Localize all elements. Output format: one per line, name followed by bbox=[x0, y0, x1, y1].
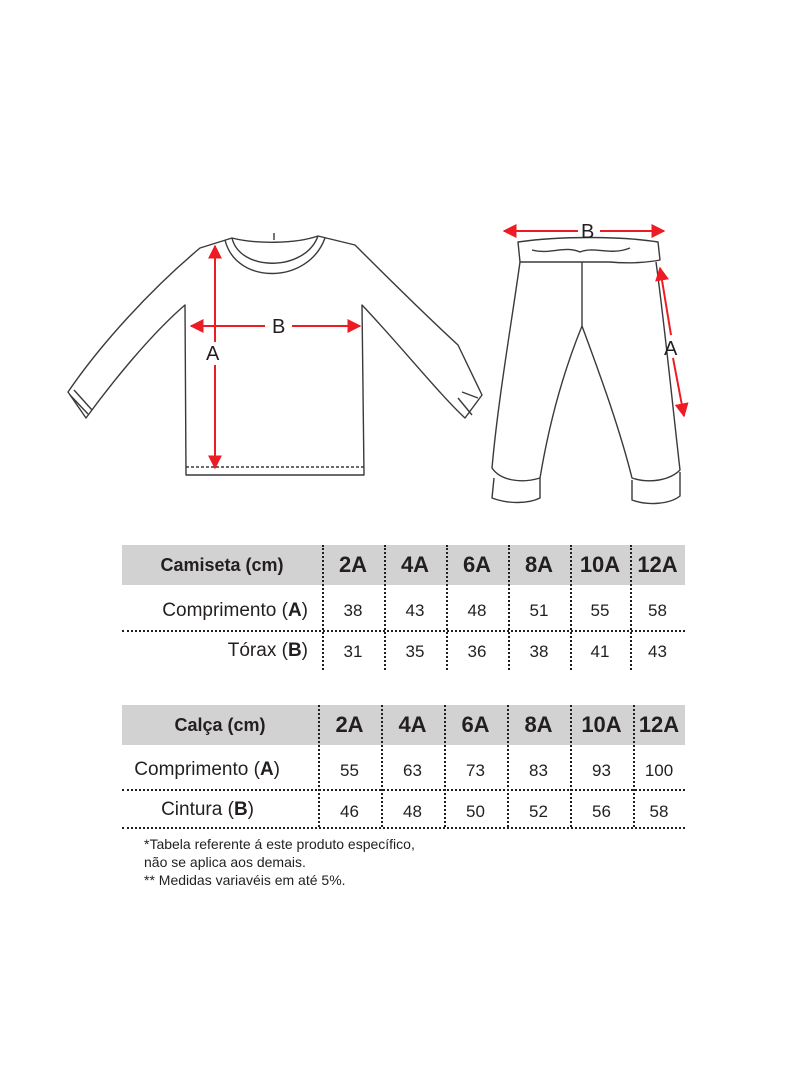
size-header: 4A bbox=[400, 552, 430, 577]
table-cell: 38 bbox=[343, 601, 363, 620]
table-cell: 51 bbox=[529, 601, 549, 620]
column-divider bbox=[507, 705, 509, 827]
size-header: 12A bbox=[638, 712, 680, 737]
table-cell: 55 bbox=[590, 601, 610, 620]
table-cell: 50 bbox=[466, 802, 485, 821]
table-cell: 58 bbox=[648, 601, 667, 620]
column-divider bbox=[570, 705, 572, 827]
row-label: Comprimento ( A ) bbox=[162, 600, 308, 621]
shirt-label-b: B bbox=[272, 316, 286, 338]
column-divider bbox=[318, 705, 320, 827]
column-divider bbox=[508, 545, 510, 670]
table-cell: 35 bbox=[405, 642, 425, 661]
table-cell: 43 bbox=[648, 642, 667, 661]
table-cell: 83 bbox=[529, 761, 548, 780]
column-divider bbox=[381, 705, 383, 827]
pants-size-table bbox=[122, 705, 685, 830]
row-label: Comprimento ( A ) bbox=[134, 759, 280, 780]
table-cell: 48 bbox=[467, 601, 487, 620]
table-cell: 52 bbox=[529, 802, 548, 821]
column-divider bbox=[633, 705, 635, 827]
table-cell: 38 bbox=[529, 642, 549, 661]
size-header: 10A bbox=[579, 552, 621, 577]
size-header: 12A bbox=[637, 552, 678, 577]
pants-dimension-arrows bbox=[504, 231, 684, 416]
table-cell: 31 bbox=[343, 642, 363, 661]
size-header: 4A bbox=[398, 712, 427, 737]
size-header: 8A bbox=[524, 552, 554, 577]
row-divider bbox=[122, 630, 685, 632]
garment-diagram bbox=[0, 0, 800, 520]
row-label: Tórax ( B ) bbox=[227, 640, 308, 661]
table-title: Calça (cm) bbox=[174, 714, 266, 735]
footnote: *Tabela referente á este produto específico, bbox=[144, 836, 415, 852]
table-cell: 93 bbox=[592, 761, 611, 780]
table-cell: 100 bbox=[644, 761, 674, 780]
table-cell: 56 bbox=[592, 802, 611, 821]
shirt-drawing bbox=[68, 233, 482, 475]
footnote: não se aplica aos demais. bbox=[144, 854, 306, 870]
table-cell: 41 bbox=[590, 642, 610, 661]
size-header: 2A bbox=[338, 552, 368, 577]
table-cell: 73 bbox=[466, 761, 485, 780]
table-cell: 63 bbox=[403, 761, 422, 780]
pants-drawing bbox=[492, 238, 680, 504]
table-cell: 55 bbox=[340, 761, 359, 780]
size-header: 2A bbox=[335, 712, 364, 737]
table-cell: 36 bbox=[467, 642, 487, 661]
column-divider bbox=[444, 705, 446, 827]
column-divider bbox=[384, 545, 386, 670]
size-header: 6A bbox=[462, 552, 492, 577]
table-cell: 43 bbox=[405, 601, 425, 620]
row-label: Cintura ( B ) bbox=[161, 799, 254, 820]
table-cell: 58 bbox=[649, 802, 669, 821]
column-divider bbox=[570, 545, 572, 670]
size-header: 8A bbox=[524, 712, 553, 737]
shirt-label-a: A bbox=[206, 343, 220, 365]
row-divider bbox=[122, 827, 685, 829]
footnotes bbox=[144, 835, 415, 889]
table-title: Camiseta (cm) bbox=[160, 554, 284, 575]
column-divider bbox=[322, 545, 324, 670]
column-divider bbox=[446, 545, 448, 670]
table-cell: 48 bbox=[403, 802, 422, 821]
pants-label-b: B bbox=[581, 221, 595, 243]
footnote: ** Medidas variavéis em até 5%. bbox=[144, 872, 346, 888]
size-header: 10A bbox=[581, 712, 622, 737]
table-cell: 46 bbox=[340, 802, 359, 821]
pants-label-a: A bbox=[664, 338, 678, 360]
shirt-size-table bbox=[122, 545, 685, 670]
row-divider bbox=[122, 789, 685, 791]
column-divider bbox=[630, 545, 632, 670]
size-header: 6A bbox=[461, 712, 490, 737]
